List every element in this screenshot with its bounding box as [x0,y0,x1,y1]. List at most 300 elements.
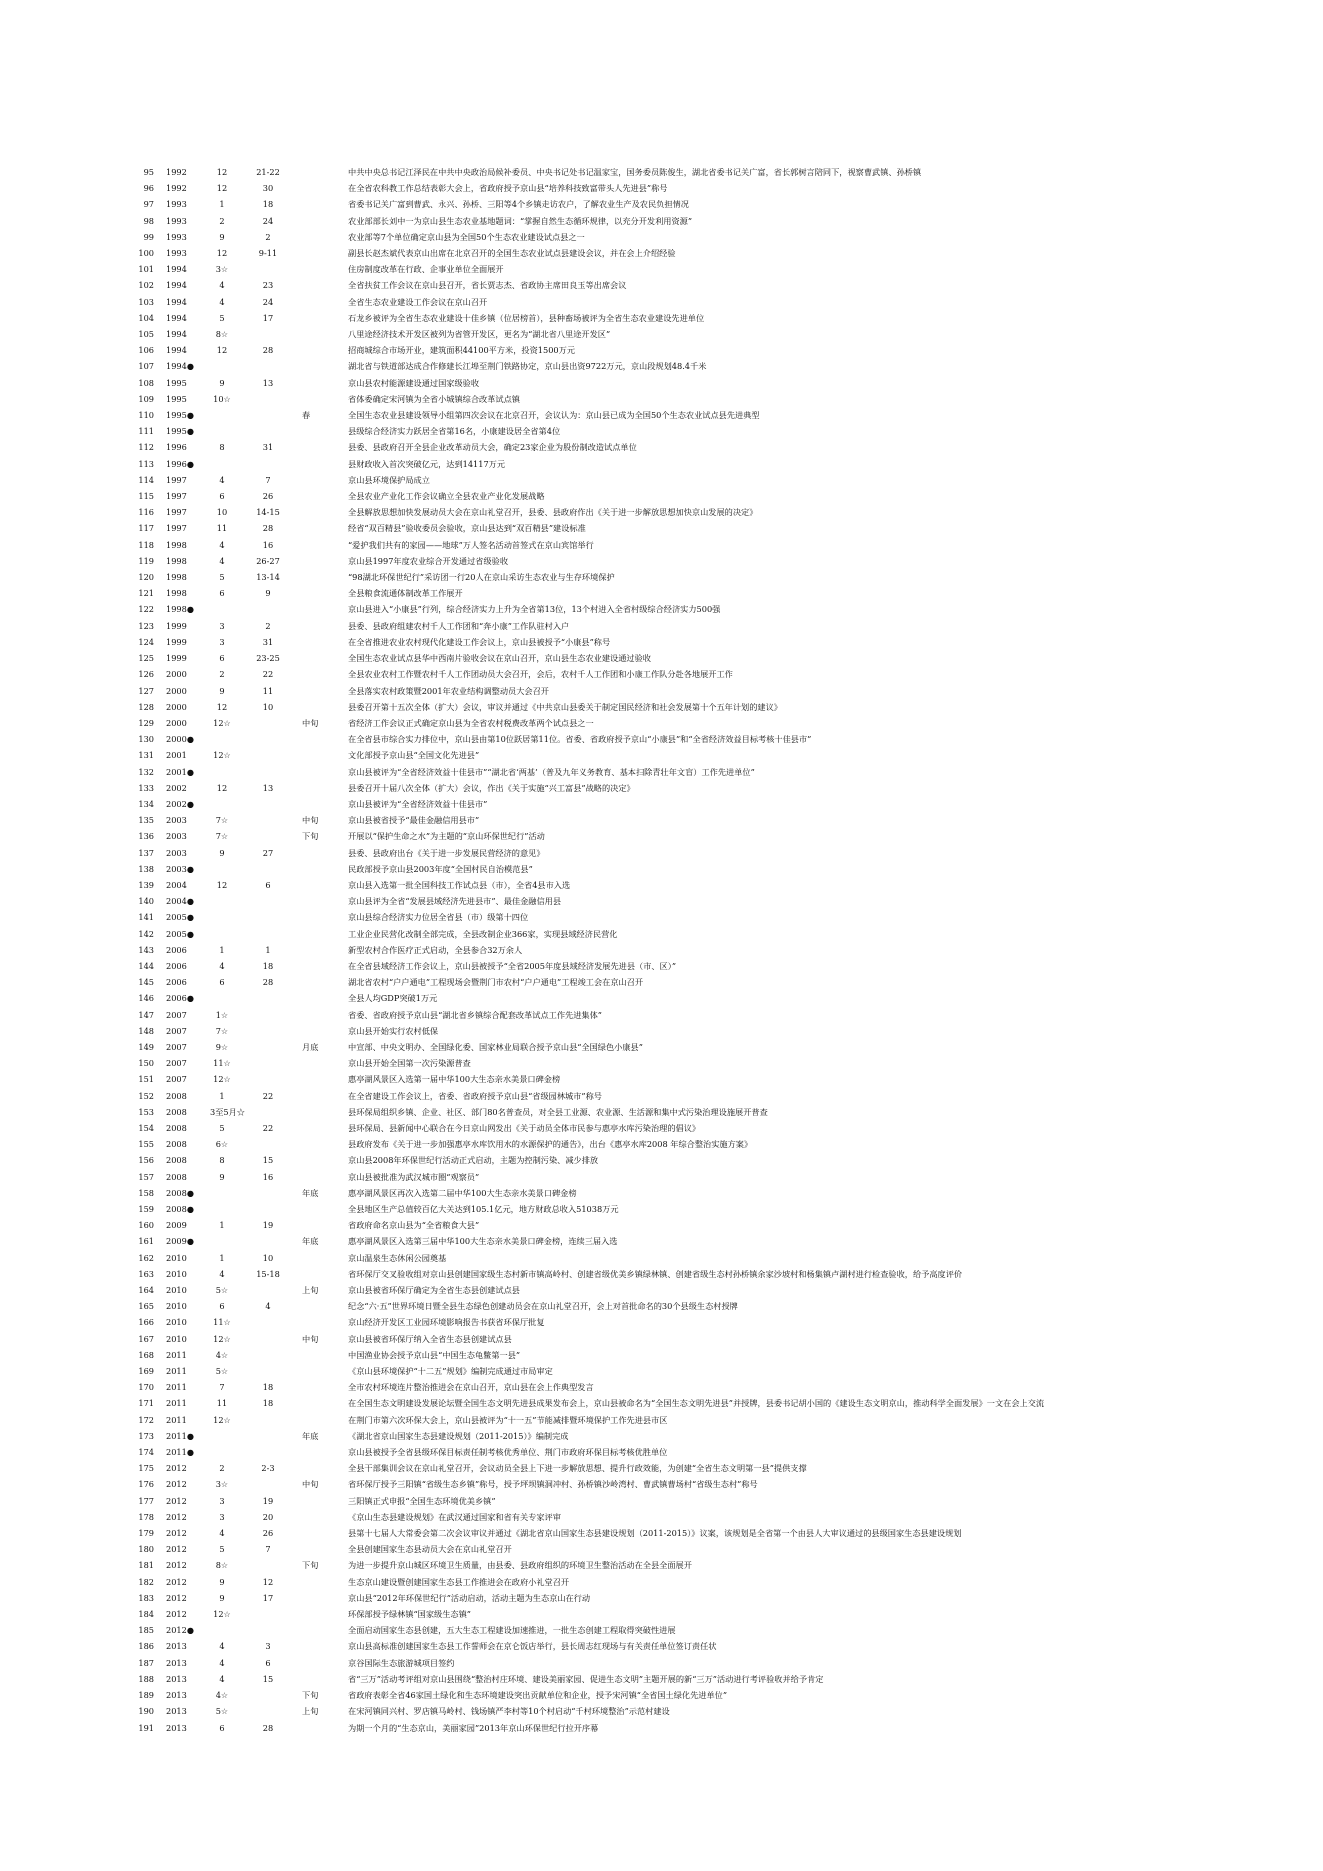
row-year: 1998 [166,572,187,583]
row-year: 2012 [166,1463,187,1474]
row-event: 民政部授予京山县2003年度“全国村民自治模范县” [348,863,533,874]
row-month: 6 [219,1301,225,1312]
row-month: 12☆ [213,717,231,728]
row-period: 下旬 [302,1690,319,1701]
row-day: 23-25 [256,653,280,664]
row-number: 99 [143,231,154,242]
table-row [0,358,1323,374]
row-year: 2013 [166,1722,187,1733]
row-event: 京山县开始实行农村低保 [348,1025,439,1036]
row-number: 170 [138,1382,154,1393]
row-number: 190 [138,1706,154,1717]
row-period: 中旬 [302,1479,319,1490]
row-period: 上旬 [302,1285,319,1296]
row-year: 1998 [166,588,187,599]
row-day: 6 [265,1657,271,1668]
row-month: 5 [219,1544,225,1555]
row-year: 2011● [166,1430,194,1441]
row-period: 中旬 [302,717,319,728]
row-period: 春 [302,410,311,421]
row-event: 县环保局、县新闻中心联合在今日京山网发出《关于动员全体市民参与惠亭水库污染治理的倡议》 [348,1122,701,1133]
table-row [0,1541,1323,1557]
row-year: 1998 [166,555,187,566]
row-event: 京山县被评为“全省经济效益十佳县市”“湖北省‘两基’（普及九年义务教育、基本扫除青壮年文盲）工作先进单位” [348,766,755,777]
row-month: 12 [216,879,228,890]
row-day: 14-15 [256,507,280,518]
row-number: 118 [138,539,154,550]
row-event: 京山县被授予全省县级环保目标责任制考核优秀单位、荆门市政府环保目标考核优胜单位 [348,1447,668,1458]
row-year: 1994 [166,280,187,291]
row-event: 省政府表彰全省46家国土绿化和生态环境建设突出贡献单位和企业，授予宋河镇“全省国土绿化先进单位” [348,1690,728,1701]
table-row [0,780,1323,796]
row-day: 27 [262,847,274,858]
table-row [0,456,1323,472]
row-month: 5☆ [215,1285,229,1296]
table-row [0,1493,1323,1509]
row-month: 9☆ [215,1041,229,1052]
row-event: 全县农业产业化工作会议确立全县农业产业化发展战略 [348,491,545,502]
row-day: 15-18 [256,1268,280,1279]
row-month: 4☆ [215,1690,229,1701]
row-month: 3☆ [215,1479,229,1490]
row-event: 县委、县政府召开全县企业改革动员大会，确定23家企业为股份制改造试点单位 [348,442,637,453]
row-number: 124 [138,636,154,647]
row-day: 9-11 [258,248,278,259]
row-month: 4 [219,1673,225,1684]
row-year: 1995 [166,393,187,404]
row-day: 19 [262,1495,274,1506]
row-number: 187 [138,1657,154,1668]
row-number: 108 [138,377,154,388]
row-month: 12 [216,782,228,793]
row-event: 为期一个月的“生态京山，美丽家园”2013年京山环保世纪行拉开序幕 [348,1722,599,1733]
row-event: 全国生态农业县建设领导小组第四次会议在北京召开，会议认为：京山县已成为全国50个生态农业试点县先进典型 [348,410,760,421]
row-event: 县委、县政府组建农村千人工作团和“奔小康”工作队驻村入户 [348,620,570,631]
table-row [0,731,1323,747]
row-number: 103 [138,296,154,307]
row-number: 125 [138,653,154,664]
table-row [0,1574,1323,1590]
row-year: 1997 [166,474,187,485]
row-year: 2000● [166,734,194,745]
row-year: 2013 [166,1706,187,1717]
table-row [0,1217,1323,1233]
row-year: 2003 [166,831,187,842]
table-row [0,294,1323,310]
row-month: 3至5月☆ [210,1106,245,1117]
row-period: 下旬 [302,1560,319,1571]
row-month: 3 [219,636,225,647]
row-event: 京山县被评为“全省经济效益十佳县市” [348,798,488,809]
row-event: 县政府发布《关于进一步加强惠亭水库饮用水的水源保护的通告》，出台《惠亭水库2008 年综合整治实施方案》 [348,1139,753,1150]
row-day: 22 [262,1090,274,1101]
row-day: 17 [262,312,274,323]
row-number: 171 [138,1398,154,1409]
row-month: 9 [219,685,225,696]
table-row [0,958,1323,974]
row-year: 1997 [166,507,187,518]
row-event: 县财政收入首次突破亿元，达到14117万元 [348,458,506,469]
row-event: 为进一步提升京山城区环境卫生质量，由县委、县政府组织的环境卫生整治活动在全县全面展开 [348,1560,692,1571]
row-number: 112 [138,442,154,453]
table-row [0,342,1323,358]
row-number: 164 [138,1285,154,1296]
row-event: 全县粮食流通体制改革工作展开 [348,588,463,599]
row-month: 3☆ [215,264,229,275]
row-year: 2000 [166,669,187,680]
row-event: 新型农村合作医疗正式启动，全县参合32万余人 [348,944,523,955]
row-day: 22 [262,1122,274,1133]
row-year: 2010 [166,1285,187,1296]
row-event: 在宋河镇同兴村、罗店镇马岭村、钱场镇严李村等10个村启动“千村环境整治”示范村建设 [348,1706,670,1717]
row-month: 5 [219,312,225,323]
row-event: 招商城综合市场开业，建筑面积44100平方米，投资1500万元 [348,345,576,356]
row-day: 6 [265,879,271,890]
row-month: 1 [219,1220,225,1231]
row-number: 101 [138,264,154,275]
row-event: 纪念“六·五”世界环境日暨全县生态绿色创建动员会在京山礼堂召开，会上对首批命名的30个县级生态村授牌 [348,1301,738,1312]
table-row [0,1412,1323,1428]
row-day: 26-27 [256,555,280,566]
row-day: 28 [262,345,274,356]
table-row [0,601,1323,617]
row-period: 上旬 [302,1706,319,1717]
row-year: 1995 [166,377,187,388]
row-event: 省“三万”活动考评组对京山县围绕“整治村庄环境、建设美丽家园、促进生态文明”主题开展的新“三万”活动进行考评验收并给予肯定 [348,1673,824,1684]
row-year: 2013 [166,1673,187,1684]
row-day: 2 [265,231,271,242]
row-number: 115 [138,491,154,502]
row-year: 2005● [166,912,194,923]
table-row [0,1023,1323,1039]
row-day: 1 [265,944,271,955]
row-number: 153 [138,1106,154,1117]
row-day: 7 [265,474,271,485]
row-event: 全县落实农村政策暨2001年农业结构调整动员大会召开 [348,685,549,696]
table-row [0,1703,1323,1719]
table-row [0,1525,1323,1541]
row-month: 4 [219,474,225,485]
row-month: 12 [216,248,228,259]
row-month: 4 [219,280,225,291]
row-event: 惠亭湖风景区入选第一届中华100大生态亲水美景口碑金榜 [348,1074,561,1085]
table-row [0,1104,1323,1120]
row-event: 工业企业民营化改制全部完成，全县改制企业366家，实现县域经济民营化 [348,928,618,939]
row-event: 在全省建设工作会议上，省委、省政府授予京山县“省级园林城市”称号 [348,1090,602,1101]
row-number: 110 [138,410,154,421]
table-row [0,1379,1323,1395]
table-row [0,1169,1323,1185]
table-row [0,1476,1323,1492]
row-day: 9 [265,588,271,599]
row-day: 28 [262,523,274,534]
row-month: 10☆ [213,393,231,404]
row-day: 10 [262,1252,274,1263]
row-event: 县环保局组织乡镇、企业、社区、部门80名普查员，对全县工业源、农业源、生活源和集中式污染治理设施展开普查 [348,1106,768,1117]
row-year: 2008 [166,1106,187,1117]
row-event: 京山县1997年度农业综合开发通过省级验收 [348,555,509,566]
row-event: 京山县被省环保厅确定为全省生态县创建试点县 [348,1285,520,1296]
row-month: 1 [219,944,225,955]
row-month: 9 [219,231,225,242]
row-month: 5☆ [215,1366,229,1377]
row-event: 农业部部长刘中一为京山县生态农业基地题词：“掌握自然生态循环规律，以充分开发利用资源” [348,215,693,226]
row-day: 30 [262,183,274,194]
table-row [0,1590,1323,1606]
row-day: 13-14 [256,572,280,583]
row-number: 127 [138,685,154,696]
table-row [0,585,1323,601]
row-number: 119 [138,555,154,566]
row-year: 1998 [166,539,187,550]
table-row [0,1201,1323,1217]
row-number: 109 [138,393,154,404]
table-row [0,375,1323,391]
row-month: 12☆ [213,750,231,761]
row-day: 20 [262,1511,274,1522]
row-number: 178 [138,1511,154,1522]
row-number: 117 [138,523,154,534]
row-year: 1997 [166,523,187,534]
row-number: 95 [143,167,154,177]
table-row [0,1282,1323,1298]
row-number: 123 [138,620,154,631]
table-row [0,861,1323,877]
row-number: 140 [138,896,154,907]
table-row [0,990,1323,1006]
row-year: 2002● [166,798,194,809]
table-row [0,504,1323,520]
table-row [0,391,1323,407]
row-day: 18 [262,960,274,971]
row-year: 2007 [166,1041,187,1052]
row-period: 月底 [302,1041,319,1052]
table-row [0,1250,1323,1266]
row-month: 7☆ [215,815,229,826]
row-day: 11 [262,685,274,696]
table-row [0,1071,1323,1087]
row-year: 2008● [166,1187,194,1198]
row-number: 156 [138,1155,154,1166]
row-year: 2000 [166,701,187,712]
row-number: 143 [138,944,154,955]
row-number: 179 [138,1528,154,1539]
row-event: 环保部授予绿林镇“国家级生态镇” [348,1609,471,1620]
table-row [0,326,1323,342]
row-year: 2012 [166,1544,187,1555]
row-number: 137 [138,847,154,858]
row-day: 16 [262,539,274,550]
table-row [0,715,1323,731]
row-year: 2011 [166,1414,187,1425]
row-day: 15 [262,1673,274,1684]
row-month: 4 [219,539,225,550]
row-day: 10 [262,701,274,712]
row-number: 157 [138,1171,154,1182]
row-number: 122 [138,604,154,615]
row-month: 4 [219,960,225,971]
row-number: 133 [138,782,154,793]
row-number: 121 [138,588,154,599]
row-month: 4 [219,296,225,307]
table-row [0,1557,1323,1573]
row-number: 166 [138,1317,154,1328]
row-year: 1995● [166,410,194,421]
row-year: 1993 [166,215,187,226]
row-year: 1994 [166,312,187,323]
row-number: 100 [138,248,154,259]
row-year: 2013 [166,1641,187,1652]
table-row [0,666,1323,682]
table-row [0,1298,1323,1314]
table-row [0,196,1323,212]
row-event: 京山县被省环保厅纳入全省生态县创建试点县 [348,1333,512,1344]
row-year: 2013 [166,1690,187,1701]
row-year: 2010 [166,1268,187,1279]
table-row [0,1444,1323,1460]
row-month: 2 [219,215,225,226]
row-event: 八里途经济技术开发区被列为省管开发区，更名为“湖北省八里途开发区” [348,329,611,340]
row-period: 年底 [302,1430,319,1441]
table-row [0,537,1323,553]
row-day: 26 [262,491,274,502]
row-number: 104 [138,312,154,323]
row-event: 三阳镇正式申报“全国生态环境优美乡镇” [348,1495,496,1506]
row-event: 全县地区生产总值较百亿大关达到105.1亿元，地方财政总收入51038万元 [348,1204,619,1214]
row-event: 省环保厅交叉验收组对京山县创建国家级生态村新市镇高岭村、创建省级优美乡镇绿林镇、创建省级生态村孙桥镇余家沙坡村和杨集镇卢湖村进行检查验收，给予高度评价 [348,1268,963,1279]
row-day: 2 [265,620,271,631]
row-event: 开展以“保护生命之水”为主题的“京山环保世纪行”活动 [348,831,545,842]
row-day: 18 [262,1398,274,1409]
row-number: 145 [138,977,154,988]
row-day: 26 [262,1528,274,1539]
row-year: 1993 [166,231,187,242]
row-event: 副县长赵杰斌代表京山出席在北京召开的全国生态农业试点县建设会议，并在会上介绍经验 [348,248,676,259]
table-row [0,1460,1323,1476]
row-number: 146 [138,993,154,1004]
row-year: 2006 [166,977,187,988]
row-year: 2013 [166,1657,187,1668]
row-month: 6 [219,977,225,988]
row-year: 2001 [166,750,187,761]
table-row [0,1136,1323,1152]
row-year: 1997 [166,491,187,502]
row-number: 188 [138,1673,154,1684]
table-row [0,796,1323,812]
row-month: 9 [219,377,225,388]
row-number: 111 [138,426,154,437]
row-event: 全县干部集训会议在京山礼堂召开，会议动员全县上下进一步解放思想、提升行政效能，为创建“全省生态文明第一县”提供支撑 [348,1463,807,1474]
row-event: 京山县环境保护局成立 [348,474,430,485]
row-year: 2011 [166,1382,187,1393]
row-month: 9 [219,847,225,858]
row-year: 2005● [166,928,194,939]
row-period: 年底 [302,1187,319,1198]
row-number: 173 [138,1430,154,1441]
row-month: 9 [219,1171,225,1182]
row-month: 11☆ [213,1317,231,1328]
table-row [0,812,1323,828]
row-number: 181 [138,1560,154,1571]
row-year: 2006● [166,993,194,1004]
row-event: 湖北省农村“户户通电”工程现场会暨荆门市农村“户户通电”工程竣工会在京山召开 [348,977,644,988]
row-number: 107 [138,361,154,372]
table-row [0,1347,1323,1363]
row-event: 全省生态农业建设工作会议在京山召开 [348,296,488,307]
row-month: 12 [216,167,228,177]
row-day: 13 [262,782,274,793]
row-day: 31 [262,636,274,647]
row-month: 3 [219,1511,225,1522]
row-year: 2007 [166,1025,187,1036]
row-event: 京山经济开发区工业园环境影响报告书获省环保厅批复 [348,1317,545,1328]
row-number: 144 [138,960,154,971]
row-year: 2011● [166,1447,194,1458]
row-year: 2010 [166,1333,187,1344]
table-row [0,1039,1323,1055]
table-row [0,213,1323,229]
row-event: “爱护我们共有的家园——地球”万人签名活动首签式在京山宾馆举行 [348,539,594,550]
row-event: 在全省农科教工作总结表彰大会上，省政府授予京山县“培养科技致富带头人先进县”称号 [348,183,668,194]
row-event: 全面启动国家生态县创建，五大生态工程建设加速推进，一批生态创建工程取得突破性进展 [348,1625,676,1636]
row-event: 京谷国际生态旅游城项目签约 [348,1657,455,1668]
row-month: 12☆ [213,1333,231,1344]
row-month: 8☆ [215,1560,229,1571]
row-event: 全市农村环境连片整治推进会在京山召开，京山县在会上作典型发言 [348,1382,594,1393]
row-month: 6 [219,588,225,599]
table-row [0,926,1323,942]
row-event: 京山县评为全省“发展县域经济先进县市”、最佳金融信用县 [348,896,562,907]
row-month: 6 [219,491,225,502]
table-row [0,1606,1323,1622]
row-number: 131 [138,750,154,761]
row-year: 2012 [166,1479,187,1490]
row-event: 经省“双百精县”验收委员会验收，京山县达到“双百精县”建设标准 [348,523,586,534]
row-number: 161 [138,1236,154,1247]
table-row [0,747,1323,763]
row-event: 县级综合经济实力跃居全省第16名，小康建设居全省第4位 [348,426,561,437]
row-month: 3 [219,620,225,631]
row-month: 12☆ [213,1074,231,1085]
row-day: 28 [262,1722,274,1733]
row-month: 1 [219,1090,225,1101]
row-period: 年底 [302,1236,319,1247]
row-day: 19 [262,1220,274,1231]
row-year: 2011 [166,1398,187,1409]
row-event: 省体委确定宋河镇为全省小城镇综合改革试点镇 [348,393,520,404]
row-event: 住房制度改革在行政、企事业单位全面展开 [348,264,504,275]
table-row [0,634,1323,650]
row-number: 96 [143,183,154,194]
row-number: 175 [138,1463,154,1474]
table-row [0,569,1323,585]
row-year: 2012 [166,1511,187,1522]
table-row [0,245,1323,261]
table-row [0,974,1323,990]
row-month: 8 [219,1155,225,1166]
row-number: 182 [138,1576,154,1587]
table-row [0,877,1323,893]
table-row [0,828,1323,844]
row-year: 1999 [166,620,187,631]
row-event: 农业部等7个单位确定京山县为全国50个生态农业建设试点县之一 [348,231,585,242]
row-event: 县委召开十届八次全体（扩大）会议，作出《关于实施“兴工富县”战略的决定》 [348,782,635,793]
row-number: 189 [138,1690,154,1701]
row-number: 148 [138,1025,154,1036]
row-year: 2000 [166,717,187,728]
row-year: 2008 [166,1171,187,1182]
row-month: 9 [219,1576,225,1587]
